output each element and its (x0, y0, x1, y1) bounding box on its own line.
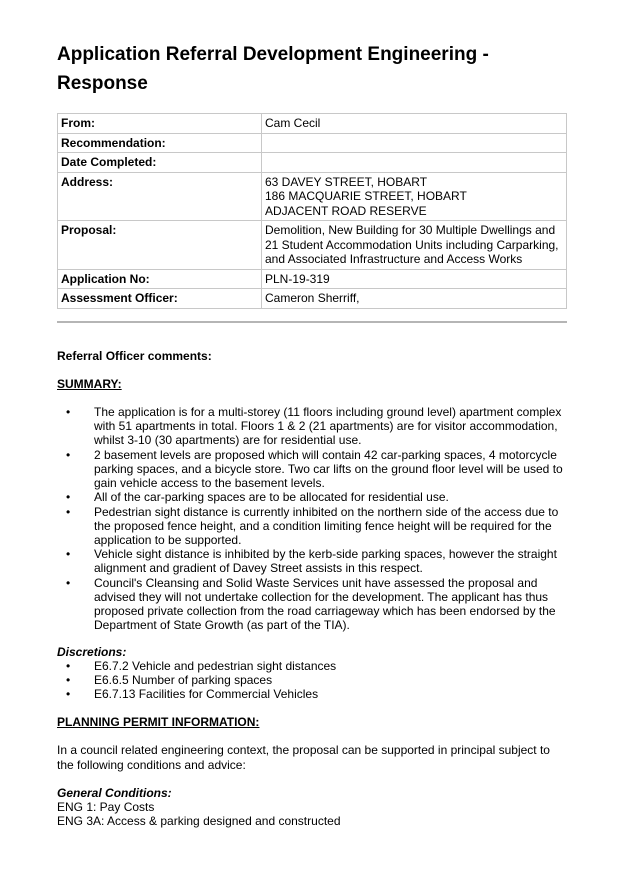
summary-list (57, 405, 567, 632)
summary-heading: SUMMARY: (57, 377, 122, 391)
table-row (58, 289, 567, 309)
page-title: Application Referral Development Engineering - Response (57, 44, 489, 94)
row-label: Proposal: (58, 221, 262, 270)
list-item: • Vehicle sight distance is inhibited by the kerb-side parking spaces, however the straight alignment and gradient of Davey Street assists in this respect. (57, 547, 567, 575)
list-item: • E6.6.5 Number of parking spaces (57, 673, 567, 687)
row-label: Assessment Officer: (58, 289, 262, 309)
application-info-table (57, 113, 567, 309)
list-item: • All of the car-parking spaces are to be allocated for residential use. (57, 490, 567, 504)
row-value: Cam Cecil (262, 114, 567, 134)
table-row (58, 114, 567, 134)
list-item: • E6.7.13 Facilities for Commercial Vehicles (57, 687, 567, 701)
general-conditions-heading: General Conditions: (57, 786, 172, 800)
permit-heading: PLANNING PERMIT INFORMATION: (57, 715, 260, 729)
table-row (58, 133, 567, 153)
row-value: PLN-19-319 (262, 269, 567, 289)
row-value: Demolition, New Building for 30 Multiple Dwellings and 21 Student Accommodation Units including Carparking, and Associated Infrastructure and Access Works (262, 221, 567, 270)
row-value (262, 133, 567, 153)
row-label: Application No: (58, 269, 262, 289)
discretions-heading: Discretions: (57, 645, 127, 659)
row-label: Recommendation: (58, 133, 262, 153)
row-value: Cameron Sherriff, (262, 289, 567, 309)
discretions-list (57, 659, 567, 701)
list-item: • Council's Cleansing and Solid Waste Services unit have assessed the proposal and advised they will not undertake collection for the development. The applicant has thus proposed private collection from the road carriageway which has been endorsed by the Department of State Growth (as part of the TIA). (57, 576, 567, 632)
list-item: • Pedestrian sight distance is currently inhibited on the northern side of the access due to the proposed fence height, and a condition limiting fence height will be required for the application to be supported. (57, 505, 567, 547)
general-condition-item: ENG 1: Pay Costs (57, 800, 155, 814)
permit-text: In a council related engineering context, the proposal can be supported in principal subject to the following conditions and advice: (57, 743, 550, 772)
row-label: From: (58, 114, 262, 134)
list-item: • The application is for a multi-storey (11 floors including ground level) apartment complex with 51 apartments in total. Floors 1 & 2 (21 apartments) are for visitor accommodation, whilst 3-10 (30 apartments) are for residential use. (57, 405, 567, 447)
list-item: • 2 basement levels are proposed which will contain 42 car-parking spaces, 4 motorcycle parking spaces, and a bicycle store. Two car lifts on the ground floor level will be used to gain vehicle access to the basement levels. (57, 448, 567, 490)
general-condition-item: ENG 3A: Access & parking designed and constructed (57, 814, 341, 828)
row-label: Date Completed: (58, 153, 262, 173)
row-value (262, 153, 567, 173)
section-divider (57, 321, 567, 323)
table-row (58, 221, 567, 270)
table-row (58, 269, 567, 289)
row-label: Address: (58, 172, 262, 221)
list-item: • E6.7.2 Vehicle and pedestrian sight distances (57, 659, 567, 673)
referral-heading: Referral Officer comments: (57, 349, 212, 363)
row-value: 63 DAVEY STREET, HOBART 186 MACQUARIE STREET, HOBART ADJACENT ROAD RESERVE (262, 172, 567, 221)
table-row (58, 153, 567, 173)
table-row (58, 172, 567, 221)
